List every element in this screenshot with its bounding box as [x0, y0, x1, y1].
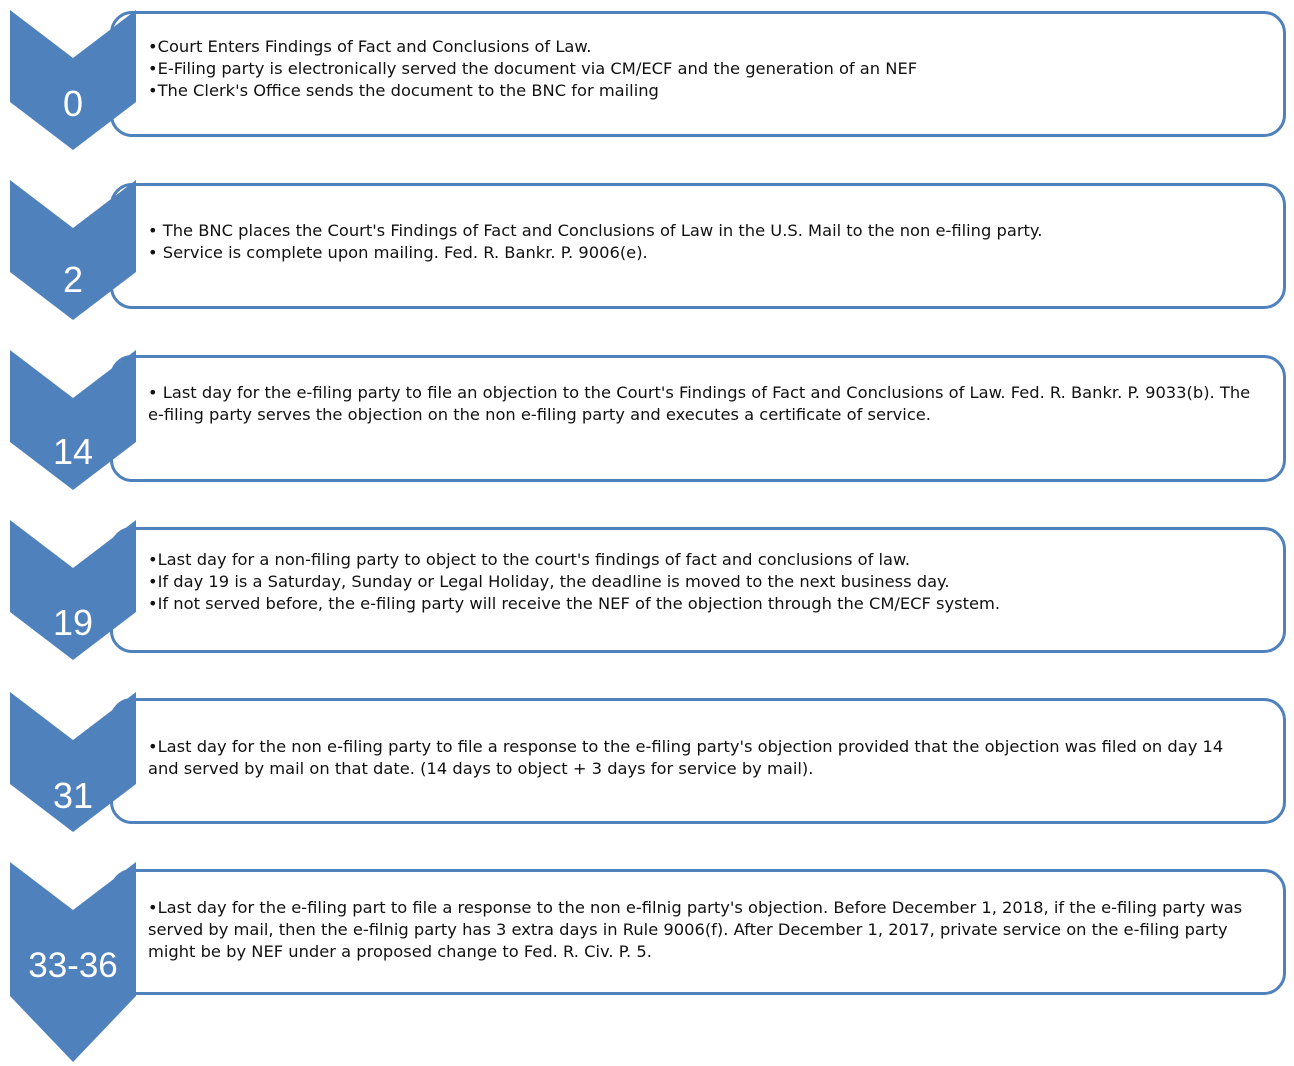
step-text-19 — [148, 549, 1256, 615]
step-text-31 — [148, 736, 1256, 780]
step-line: •Last day for a non-filing party to object to the court's findings of fact and conclusions of law. — [148, 550, 911, 569]
step-line: •Court Enters Findings of Fact and Conclusions of Law. — [148, 37, 592, 56]
step-line: • Last day for the e-filing party to file an objection to the Court's Findings of Fact and Conclusions of Law. Fed. R. Bankr. P. 9033(b). The e-filing party serves the objection on the non e-filing party and executes a certificate of service. — [148, 383, 1251, 424]
day-label: 0 — [62, 83, 84, 124]
day-label: 2 — [62, 259, 84, 300]
step-text-2 — [148, 220, 1256, 264]
step-line: •The Clerk's Office sends the document to the BNC for mailing — [148, 81, 659, 100]
step-line: • Service is complete upon mailing. Fed. R. Bankr. P. 9006(e). — [148, 243, 648, 262]
step-text-14 — [148, 382, 1256, 426]
step-line: •If day 19 is a Saturday, Sunday or Legal Holiday, the deadline is moved to the next business day. — [148, 572, 950, 591]
step-text-33-36 — [148, 897, 1256, 963]
step-line: •E-Filing party is electronically served the document via CM/ECF and the generation of an NEF — [148, 59, 918, 78]
day-label: 14 — [52, 431, 94, 472]
step-line: •Last day for the non e-filing party to file a response to the e-filing party's objection provided that the objection was filed on day 14 and served by mail on that date. (14 days to object + 3 days for service by mail). — [148, 737, 1224, 778]
step-line: •If not served before, the e-filing party will receive the NEF of the objection through the CM/ECF system. — [148, 594, 1001, 613]
day-label: 19 — [52, 602, 94, 643]
step-line: • The BNC places the Court's Findings of Fact and Conclusions of Law in the U.S. Mail to the non e-filing party. — [148, 221, 1043, 240]
step-line: •Last day for the e-filing part to file a response to the non e-filnig party's objection. Before December 1, 2018, if the e-filing party was served by mail, then the e-filnig party has 3 extra days in Rule 9006(f). After December 1, 2017, private service on the e-filing party might be by NEF under a proposed change to Fed. R. Civ. P. 5. — [148, 898, 1243, 961]
day-label: 33-36 — [28, 946, 118, 985]
day-chevron-0 — [10, 10, 136, 150]
chevron-shape — [10, 10, 136, 150]
step-text-0 — [148, 36, 1256, 102]
day-label: 31 — [52, 775, 94, 816]
